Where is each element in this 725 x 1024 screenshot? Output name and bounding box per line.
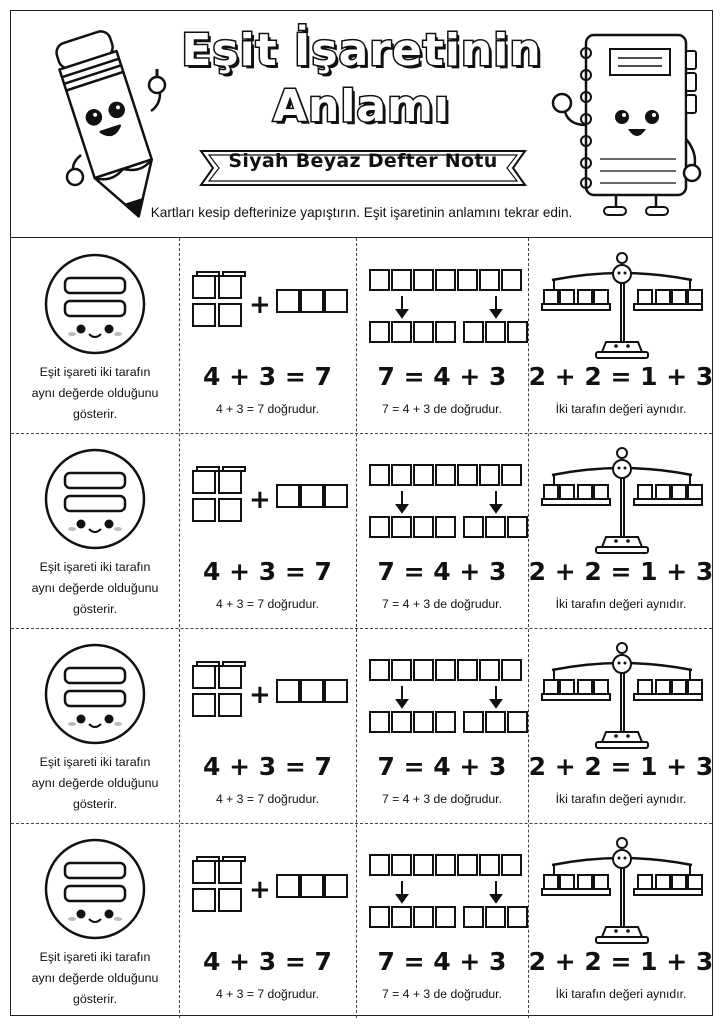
arrow-down-icon bbox=[397, 686, 501, 707]
equation-4-plus-3-note: 4 + 3 = 7 doğrudur. bbox=[216, 792, 319, 806]
instruction-text: Kartları kesip defterinize yapıştırın. Eşit işaretinin anlamını tekrar edin. bbox=[150, 205, 573, 220]
arrow-down-icon bbox=[397, 296, 501, 317]
balance-card bbox=[528, 628, 714, 823]
ribbon-label: Siyah Beyaz Defter Notu bbox=[228, 150, 498, 172]
equals-face-icon bbox=[43, 837, 147, 941]
desc-line-2: aynı değerde olduğunu bbox=[31, 581, 159, 595]
desc-line-3: gösterir. bbox=[72, 992, 118, 1006]
arrow-down-icon bbox=[397, 881, 501, 902]
blocks-split-diagram bbox=[368, 658, 528, 738]
equation-4-plus-3: 4 + 3 = 7 bbox=[203, 947, 332, 976]
equation-7-equals: 7 = 4 + 3 bbox=[377, 752, 507, 781]
desc-line-2: aynı değerde olduğunu bbox=[31, 776, 159, 790]
plus-sign: + bbox=[249, 680, 271, 710]
equation-7-equals: 7 = 4 + 3 bbox=[377, 557, 507, 586]
block-icon bbox=[191, 272, 351, 332]
block-icon bbox=[191, 662, 351, 722]
addition-card bbox=[179, 433, 356, 628]
desc-line-2: aynı değerde olduğunu bbox=[31, 971, 159, 985]
equation-2-plus-2: 2 + 2 = 1 + 3 bbox=[528, 557, 714, 586]
equation-7-equals-note: 7 = 4 + 3 de doğrudur. bbox=[382, 402, 502, 416]
cut-line-horizontal bbox=[11, 628, 712, 629]
plus-sign: + bbox=[249, 875, 271, 905]
equals-meaning-card bbox=[11, 823, 179, 1018]
equation-7-equals-note: 7 = 4 + 3 de doğrudur. bbox=[382, 597, 502, 611]
desc-line-1: Eşit işareti iki tarafın bbox=[39, 365, 151, 379]
desc-line-3: gösterir. bbox=[72, 797, 118, 811]
worksheet-page bbox=[10, 10, 713, 1016]
block-icon bbox=[191, 857, 351, 917]
equals-face-icon bbox=[43, 447, 147, 551]
equation-2-plus-2: 2 + 2 = 1 + 3 bbox=[528, 362, 714, 391]
addition-card bbox=[179, 628, 356, 823]
equation-2-plus-2-note: İki tarafın değeri aynıdır. bbox=[555, 402, 687, 416]
equals-face-icon bbox=[43, 642, 147, 746]
arrow-down-icon bbox=[397, 491, 501, 512]
card-row bbox=[11, 628, 712, 823]
decompose-card bbox=[356, 823, 528, 1018]
equals-meaning-card bbox=[11, 238, 179, 433]
balance-card bbox=[528, 433, 714, 628]
equation-2-plus-2: 2 + 2 = 1 + 3 bbox=[528, 752, 714, 781]
desc-line-1: Eşit işareti iki tarafın bbox=[39, 755, 151, 769]
cut-line-horizontal bbox=[11, 823, 712, 824]
balance-scale-icon bbox=[538, 443, 704, 555]
balance-card bbox=[528, 238, 714, 433]
cut-line-vertical bbox=[528, 238, 529, 1018]
blocks-split-diagram bbox=[368, 268, 528, 348]
blocks-split-diagram bbox=[368, 853, 528, 933]
title-line-1: Eşit İşaretinin bbox=[181, 25, 542, 76]
worksheet-header bbox=[11, 11, 712, 237]
addition-card bbox=[179, 238, 356, 433]
cut-line-vertical bbox=[356, 238, 357, 1018]
equation-2-plus-2-note: İki tarafın değeri aynıdır. bbox=[555, 597, 687, 611]
balance-scale-icon bbox=[538, 638, 704, 750]
equation-7-equals: 7 = 4 + 3 bbox=[377, 362, 507, 391]
decompose-card bbox=[356, 238, 528, 433]
equation-2-plus-2-note: İki tarafın değeri aynıdır. bbox=[555, 987, 687, 1001]
decompose-card bbox=[356, 628, 528, 823]
equals-meaning-card bbox=[11, 628, 179, 823]
equals-face-icon bbox=[43, 252, 147, 356]
balance-scale-icon bbox=[538, 248, 704, 360]
desc-line-1: Eşit işareti iki tarafın bbox=[39, 950, 151, 964]
block-icon bbox=[191, 467, 351, 527]
title-line-2: Anlamı bbox=[272, 81, 451, 132]
balance-scale-icon bbox=[538, 833, 704, 945]
plus-sign: + bbox=[249, 485, 271, 515]
card-row bbox=[11, 823, 712, 1018]
plus-sign: + bbox=[249, 290, 271, 320]
equation-4-plus-3-note: 4 + 3 = 7 doğrudur. bbox=[216, 402, 319, 416]
equation-4-plus-3: 4 + 3 = 7 bbox=[203, 557, 332, 586]
desc-line-2: aynı değerde olduğunu bbox=[31, 386, 159, 400]
equation-7-equals: 7 = 4 + 3 bbox=[377, 947, 507, 976]
equation-7-equals-note: 7 = 4 + 3 de doğrudur. bbox=[382, 987, 502, 1001]
card-row bbox=[11, 238, 712, 433]
equals-meaning-card bbox=[11, 433, 179, 628]
card-grid bbox=[11, 237, 712, 1018]
card-row bbox=[11, 433, 712, 628]
addition-card bbox=[179, 823, 356, 1018]
desc-line-3: gösterir. bbox=[72, 407, 118, 421]
equation-7-equals-note: 7 = 4 + 3 de doğrudur. bbox=[382, 792, 502, 806]
balance-card bbox=[528, 823, 714, 1018]
equation-2-plus-2: 2 + 2 = 1 + 3 bbox=[528, 947, 714, 976]
desc-line-1: Eşit işareti iki tarafın bbox=[39, 560, 151, 574]
desc-line-3: gösterir. bbox=[72, 602, 118, 616]
equation-4-plus-3-note: 4 + 3 = 7 doğrudur. bbox=[216, 597, 319, 611]
equation-4-plus-3: 4 + 3 = 7 bbox=[203, 752, 332, 781]
equation-2-plus-2-note: İki tarafın değeri aynıdır. bbox=[555, 792, 687, 806]
decompose-card bbox=[356, 433, 528, 628]
cut-line-vertical bbox=[179, 238, 180, 1018]
equation-4-plus-3-note: 4 + 3 = 7 doğrudur. bbox=[216, 987, 319, 1001]
cut-line-horizontal bbox=[11, 433, 712, 434]
blocks-split-diagram bbox=[368, 463, 528, 543]
equation-4-plus-3: 4 + 3 = 7 bbox=[203, 362, 332, 391]
